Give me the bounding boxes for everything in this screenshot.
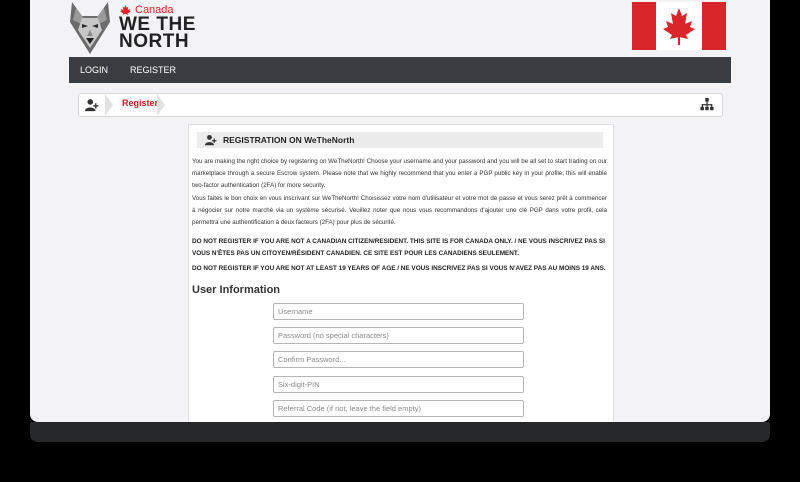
window-bottom-strip	[30, 422, 770, 442]
browser-window	[30, 0, 770, 422]
wolf-logo-icon	[68, 2, 112, 54]
referral-code-input[interactable]	[273, 400, 524, 417]
breadcrumb-separator	[157, 94, 165, 116]
intro-english: You are making the right choice by registering on WeTheNorth! Choose your username and your password and you will be all set to start trading on our marketplace through a secure Escrow system. Please note that we highly recommend that you enter a PGP public key in your profile; this will enable two-factor authentication (2FA) for more security.	[192, 158, 607, 189]
panel-header	[197, 132, 603, 148]
breadcrumb	[78, 93, 723, 117]
registration-panel	[188, 124, 614, 422]
username-input[interactable]	[273, 303, 524, 320]
brand-line-2: NORTH	[119, 31, 190, 52]
intro-french: Vous faites le bon choix en vous inscrivant sur WeTheNorth! Choisissez votre nom d'utilisateur et votre mot de passe et vous serez prêt à commencer à négocier sur notre marché via un système sécurisé. Veuillez noter que nous vous recommandons d'ajouter une clé PGP dans votre profil, cela permettra une authentification à deux facteurs (2FA) pour plus de sécurité.	[192, 195, 607, 226]
pin-input[interactable]	[273, 376, 524, 393]
sitemap-icon[interactable]	[700, 98, 714, 112]
confirm-password-input[interactable]	[273, 351, 524, 368]
user-plus-icon	[205, 134, 217, 146]
panel-title: REGISTRATION ON WeTheNorth	[223, 135, 355, 145]
breadcrumb-separator	[105, 94, 113, 116]
main-nav	[69, 57, 731, 83]
residency-warning: DO NOT REGISTER IF YOU ARE NOT A CANADIAN CITIZEN/RESIDENT. THIS SITE IS FOR CANADA ONLY. / NE VOUS INSCRIVEZ PAS SI VOUS N'ÊTES PAS UN CITOYEN/RÉSIDENT CANADIEN. CE SITE EST POUR LES CANADIENS SEULEMENT.	[192, 238, 605, 257]
breadcrumb-current[interactable]: Register	[122, 98, 159, 108]
section-title: User Information	[192, 284, 281, 296]
brand-line-1: WE THE	[119, 14, 196, 35]
password-input[interactable]	[273, 327, 524, 344]
user-plus-icon[interactable]	[85, 98, 99, 112]
brand-wordmark[interactable]	[119, 16, 196, 50]
nav-register-link[interactable]: REGISTER	[130, 65, 177, 75]
nav-login-link[interactable]: LOGIN	[80, 65, 109, 75]
brand-country-label: Canada	[135, 4, 174, 16]
site-header	[30, 0, 770, 57]
canada-flag-icon	[632, 2, 726, 50]
age-warning: DO NOT REGISTER IF YOU ARE NOT AT LEAST 19 YEARS OF AGE / NE VOUS INSCRIVEZ PAS SI VOUS N'AVEZ PAS AU MOINS 19 ANS.	[192, 265, 606, 272]
